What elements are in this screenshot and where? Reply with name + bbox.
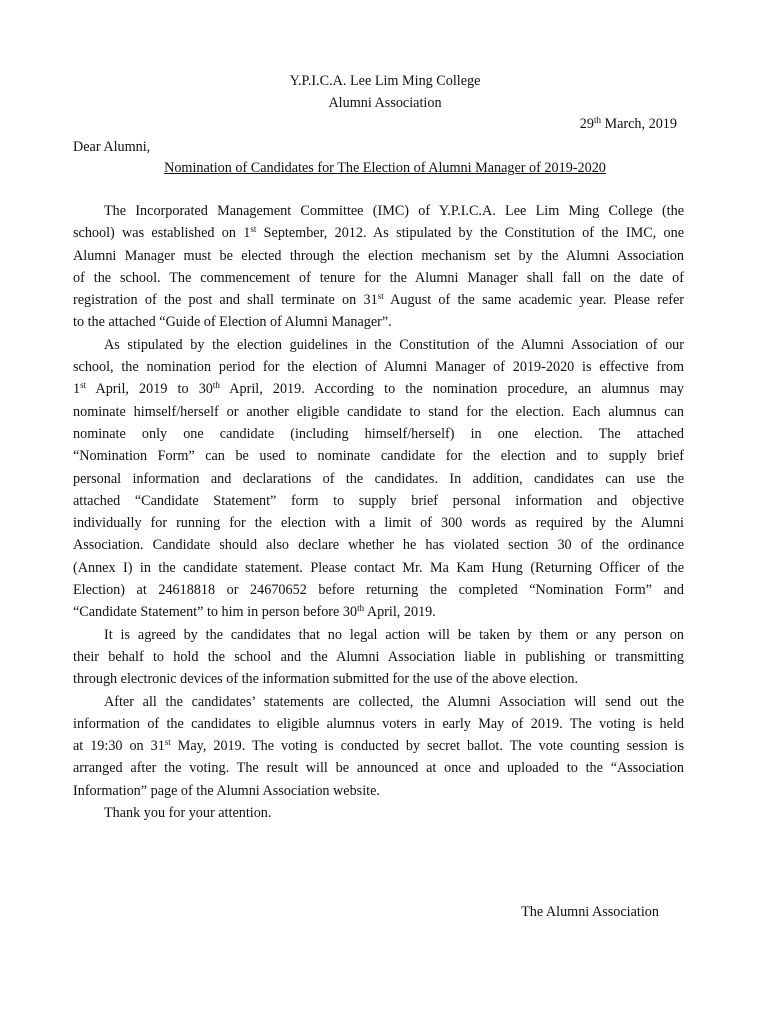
text-line: “Candidate Statement” to him in person before 30th April, 2019. bbox=[73, 603, 436, 621]
text-line: of the school. The commencement of tenure for the Alumni Manager shall fall on the date of bbox=[73, 269, 684, 286]
text-line: school) was established on 1st September, 2012. As stipulated by the Constitution of the IMC, one bbox=[73, 224, 684, 242]
text-line: at 19:30 on 31st May, 2019. The voting is conducted by secret ballot. The vote counting session is bbox=[73, 737, 684, 755]
text-line: Thank you for your attention. bbox=[104, 805, 272, 822]
date-suffix: th bbox=[593, 115, 601, 125]
text-line: registration of the post and shall terminate on 31st August of the same academic year. Please refer bbox=[73, 291, 684, 309]
text-line: individually for running for the election with a limit of 300 words as required by the Alumni bbox=[73, 515, 684, 532]
paragraph-liability bbox=[73, 624, 684, 691]
date-rest: March, 2019 bbox=[600, 116, 677, 132]
association-name: Alumni Association bbox=[328, 95, 442, 111]
text-line: their behalf to hold the school and the Alumni Association liable in publishing or transmitting bbox=[73, 648, 684, 665]
text-line: information of the candidates to eligible alumnus voters in early May of 2019. The voting is held bbox=[73, 715, 684, 732]
text-line: nominate himself/herself or another eligible candidate to stand for the election. Each alumnus can bbox=[73, 403, 684, 420]
text-line: personal information and declarations of the candidates. In addition, candidates can use the bbox=[73, 470, 684, 487]
paragraph-voting bbox=[73, 691, 684, 802]
text-line: Information” page of the Alumni Association website. bbox=[73, 782, 380, 799]
text-line: It is agreed by the candidates that no legal action will be taken by them or any person on bbox=[104, 626, 684, 643]
text-line: Alumni Manager must be elected through the election mechanism set by the Alumni Association bbox=[73, 247, 684, 264]
paragraph-nomination bbox=[73, 334, 684, 624]
text-line: through electronic devices of the information submitted for the use of the above election. bbox=[73, 671, 579, 688]
text-line: “Nomination Form” can be used to nominate candidate for the election and to supply brief bbox=[73, 448, 684, 465]
text-line: As stipulated by the election guidelines in the Constitution of the Alumni Association of our bbox=[104, 336, 684, 353]
paragraph-imc bbox=[73, 200, 684, 334]
text-line: (Annex I) in the candidate statement. Please contact Mr. Ma Kam Hung (Returning Officer of the bbox=[73, 559, 684, 576]
text-line: to the attached “Guide of Election of Alumni Manager”. bbox=[73, 314, 392, 331]
date-day: 29 bbox=[579, 116, 594, 132]
text-line: attached “Candidate Statement” form to supply brief personal information and objective bbox=[73, 492, 684, 509]
text-line: The Incorporated Management Committee (IMC) of Y.P.I.C.A. Lee Lim Ming College (the bbox=[104, 203, 684, 219]
letter-date bbox=[580, 114, 677, 134]
text-line: Election) at 24618818 or 24670652 before returning the completed “Nomination Form” and bbox=[73, 582, 684, 599]
organization-name: Y.P.I.C.A. Lee Lim Ming College bbox=[289, 73, 481, 89]
text-line: Association. Candidate should also declare whether he has violated section 30 of the ordinance bbox=[73, 537, 684, 554]
signature: The Alumni Association bbox=[521, 904, 659, 920]
text-line: school, the nomination period for the election of Alumni Manager of 2019-2020 is effective from bbox=[73, 359, 684, 376]
text-line: After all the candidates’ statements are collected, the Alumni Association will send out the bbox=[104, 693, 684, 710]
text-line: 1st April, 2019 to 30th April, 2019. According to the nomination procedure, an alumnus may bbox=[73, 380, 684, 398]
salutation: Dear Alumni, bbox=[73, 139, 151, 155]
paragraph-thanks bbox=[73, 802, 684, 824]
text-line: nominate only one candidate (including himself/herself) in one election. The attached bbox=[73, 425, 684, 442]
letter-body bbox=[73, 200, 684, 824]
subject-line: Nomination of Candidates for The Election of Alumni Manager of 2019-2020 bbox=[164, 160, 606, 176]
text-line: arranged after the voting. The result will be announced at once and uploaded to the “Association bbox=[73, 760, 684, 777]
